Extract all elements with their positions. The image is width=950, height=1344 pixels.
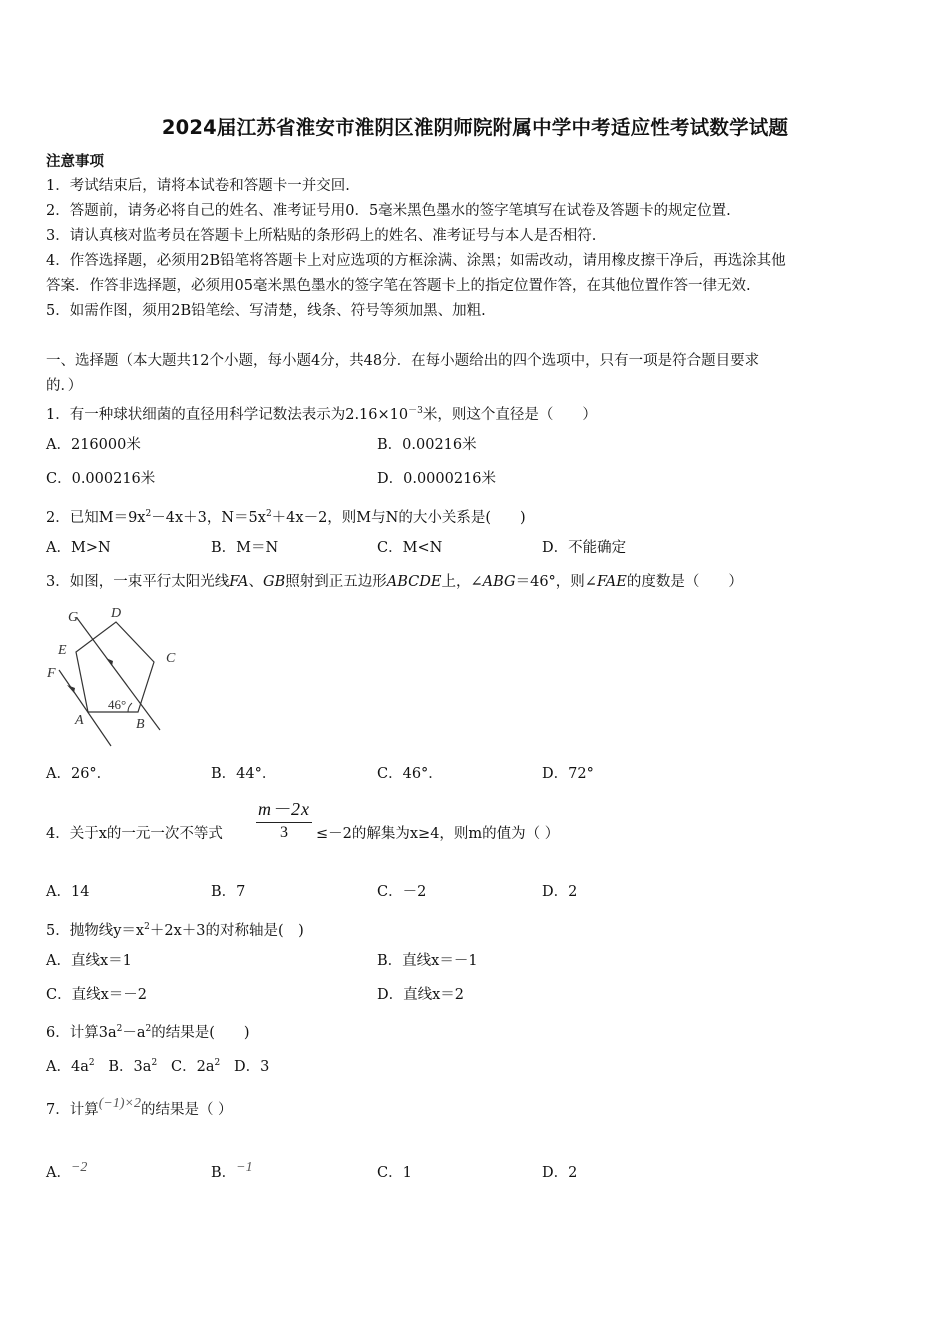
section-heading-cont: 的．） — [46, 378, 83, 394]
q6-option-c: C．$2a^2$ — [171, 1058, 221, 1075]
q2-option-c: C．M<N — [377, 540, 443, 556]
question-2-stem: 2．已知$M=9x^2-4x+3$，$N=5x^2+4x-2$，则M与N的大小关系是( ) — [46, 509, 526, 526]
q6-option-a: A．$4a^2$ — [46, 1058, 95, 1075]
ray-fa — [59, 670, 111, 746]
q6-options — [46, 1053, 269, 1077]
q1-option-d: D．0.0000216米 — [377, 471, 497, 487]
q5-option-b: B．直线x＝－1 — [377, 953, 478, 969]
angle-label: 46° — [108, 697, 127, 712]
notice-item: 2．答题前，请务必将自己的姓名、准考证号用0．5毫米黑色墨水的签字笔填写在试卷及答题卡的规定位置. — [46, 203, 731, 219]
q3-option-c: C．46°． — [377, 766, 443, 782]
q1-option-a: A．216000米 — [46, 437, 141, 453]
section-heading: 一、选择题（本大题共12个小题，每小题4分，共48分．在每小题给出的四个选项中，只有一项是符合题目要求 — [46, 353, 760, 369]
notice-item: 5．如需作图，须用2B铅笔绘、写清楚，线条、符号等须加黑、加粗. — [46, 303, 486, 319]
label-b: B — [136, 717, 145, 732]
question-5-stem: 5．抛物线$y=x^2+2x+3$的对称轴是( ) — [46, 922, 304, 939]
notice-item: 4．作答选择题，必须用2B铅笔将答题卡上对应选项的方框涂满、涂黑；如需改动，请用橡皮擦干净后，再选涂其他 — [46, 253, 786, 269]
question-6-stem: 6．计算$3a^2-a^2$的结果是( ) — [46, 1024, 250, 1041]
page-title: 2024届江苏省淮安市淮阴区淮阴师院附属中学中考适应性考试数学试题 — [161, 116, 789, 139]
label-c: C — [166, 651, 176, 666]
question-4-stem-b: ≤－2的解集为x≥4，则m的值为（ ） — [316, 826, 560, 842]
q7-option-c: C．1 — [377, 1165, 412, 1181]
q2-option-d: D．不能确定 — [542, 540, 627, 556]
q7-option-b: B．−1 — [211, 1160, 253, 1181]
label-d: D — [111, 606, 122, 621]
q2-option-a: A．M>N — [46, 540, 111, 556]
notice-heading: 注意事项 — [46, 153, 104, 170]
q1-option-b: B．0.00216米 — [377, 437, 477, 453]
q7-expression: (−1)×2 — [98, 1096, 141, 1111]
q6-option-b: B．$3a^2$ — [108, 1058, 158, 1075]
arrow-head-fa — [67, 685, 75, 693]
q3-option-b: B．44°． — [211, 766, 277, 782]
angle-arc — [128, 703, 132, 712]
label-g: G — [68, 610, 79, 625]
q3-option-d: D．72° — [542, 766, 594, 782]
label-f: F — [47, 666, 56, 681]
arrow-head-gb — [106, 658, 113, 666]
q5-option-d: D．直线x＝2 — [377, 987, 465, 1003]
ray-gb — [77, 618, 160, 730]
q4-option-a: A．14 — [46, 884, 90, 900]
q7-option-a: A．−2 — [46, 1160, 88, 1181]
q5-option-a: A．直线x＝1 — [46, 953, 132, 969]
fraction-denominator: 3 — [280, 824, 288, 841]
notice-item: 1．考试结束后，请将本试卷和答题卡一并交回. — [46, 178, 350, 194]
question-1-stem: 1．有一种球状细菌的直径用科学记数法表示为$2.16\times 10^{-3}$米，则这个直径是（ ） — [46, 406, 597, 423]
q4-option-b: B．7 — [211, 884, 246, 900]
notice-item: 3．请认真核对监考员在答题卡上所粘贴的条形码上的姓名、准考证号与本人是否相符. — [46, 228, 597, 244]
q4-option-d: D．2 — [542, 884, 578, 900]
label-a: A — [75, 713, 84, 728]
q5-option-c: C．直线x＝－2 — [46, 987, 147, 1003]
notice-item: 答案．作答非选择题，必须用05毫米黑色墨水的签字笔在答题卡上的指定位置作答，在其他位置作答一律无效. — [46, 278, 751, 294]
question-3-stem: 3．如图，一束平行太阳光线FA、GB照射到正五边形ABCDE上，∠ABG＝46°，则∠FAE的度数是（ ） — [46, 574, 743, 590]
q2-option-b: B．M＝N — [211, 540, 279, 556]
fraction-numerator: m－2x — [258, 799, 310, 819]
question-4-stem-a: 4．关于x的一元一次不等式 — [46, 826, 223, 842]
q1-option-c: C．0.000216米 — [46, 471, 156, 487]
q7-option-d: D．2 — [542, 1165, 578, 1181]
q4-option-c: C．－2 — [377, 884, 427, 900]
label-e: E — [58, 643, 67, 658]
q3-option-a: A．26°． — [46, 766, 112, 782]
fraction — [256, 798, 312, 843]
pentagon-figure — [40, 600, 190, 752]
q6-option-d: D．3 — [234, 1059, 270, 1075]
question-7-stem: 7．计算(−1)×2的结果是（ ） — [46, 1096, 233, 1118]
